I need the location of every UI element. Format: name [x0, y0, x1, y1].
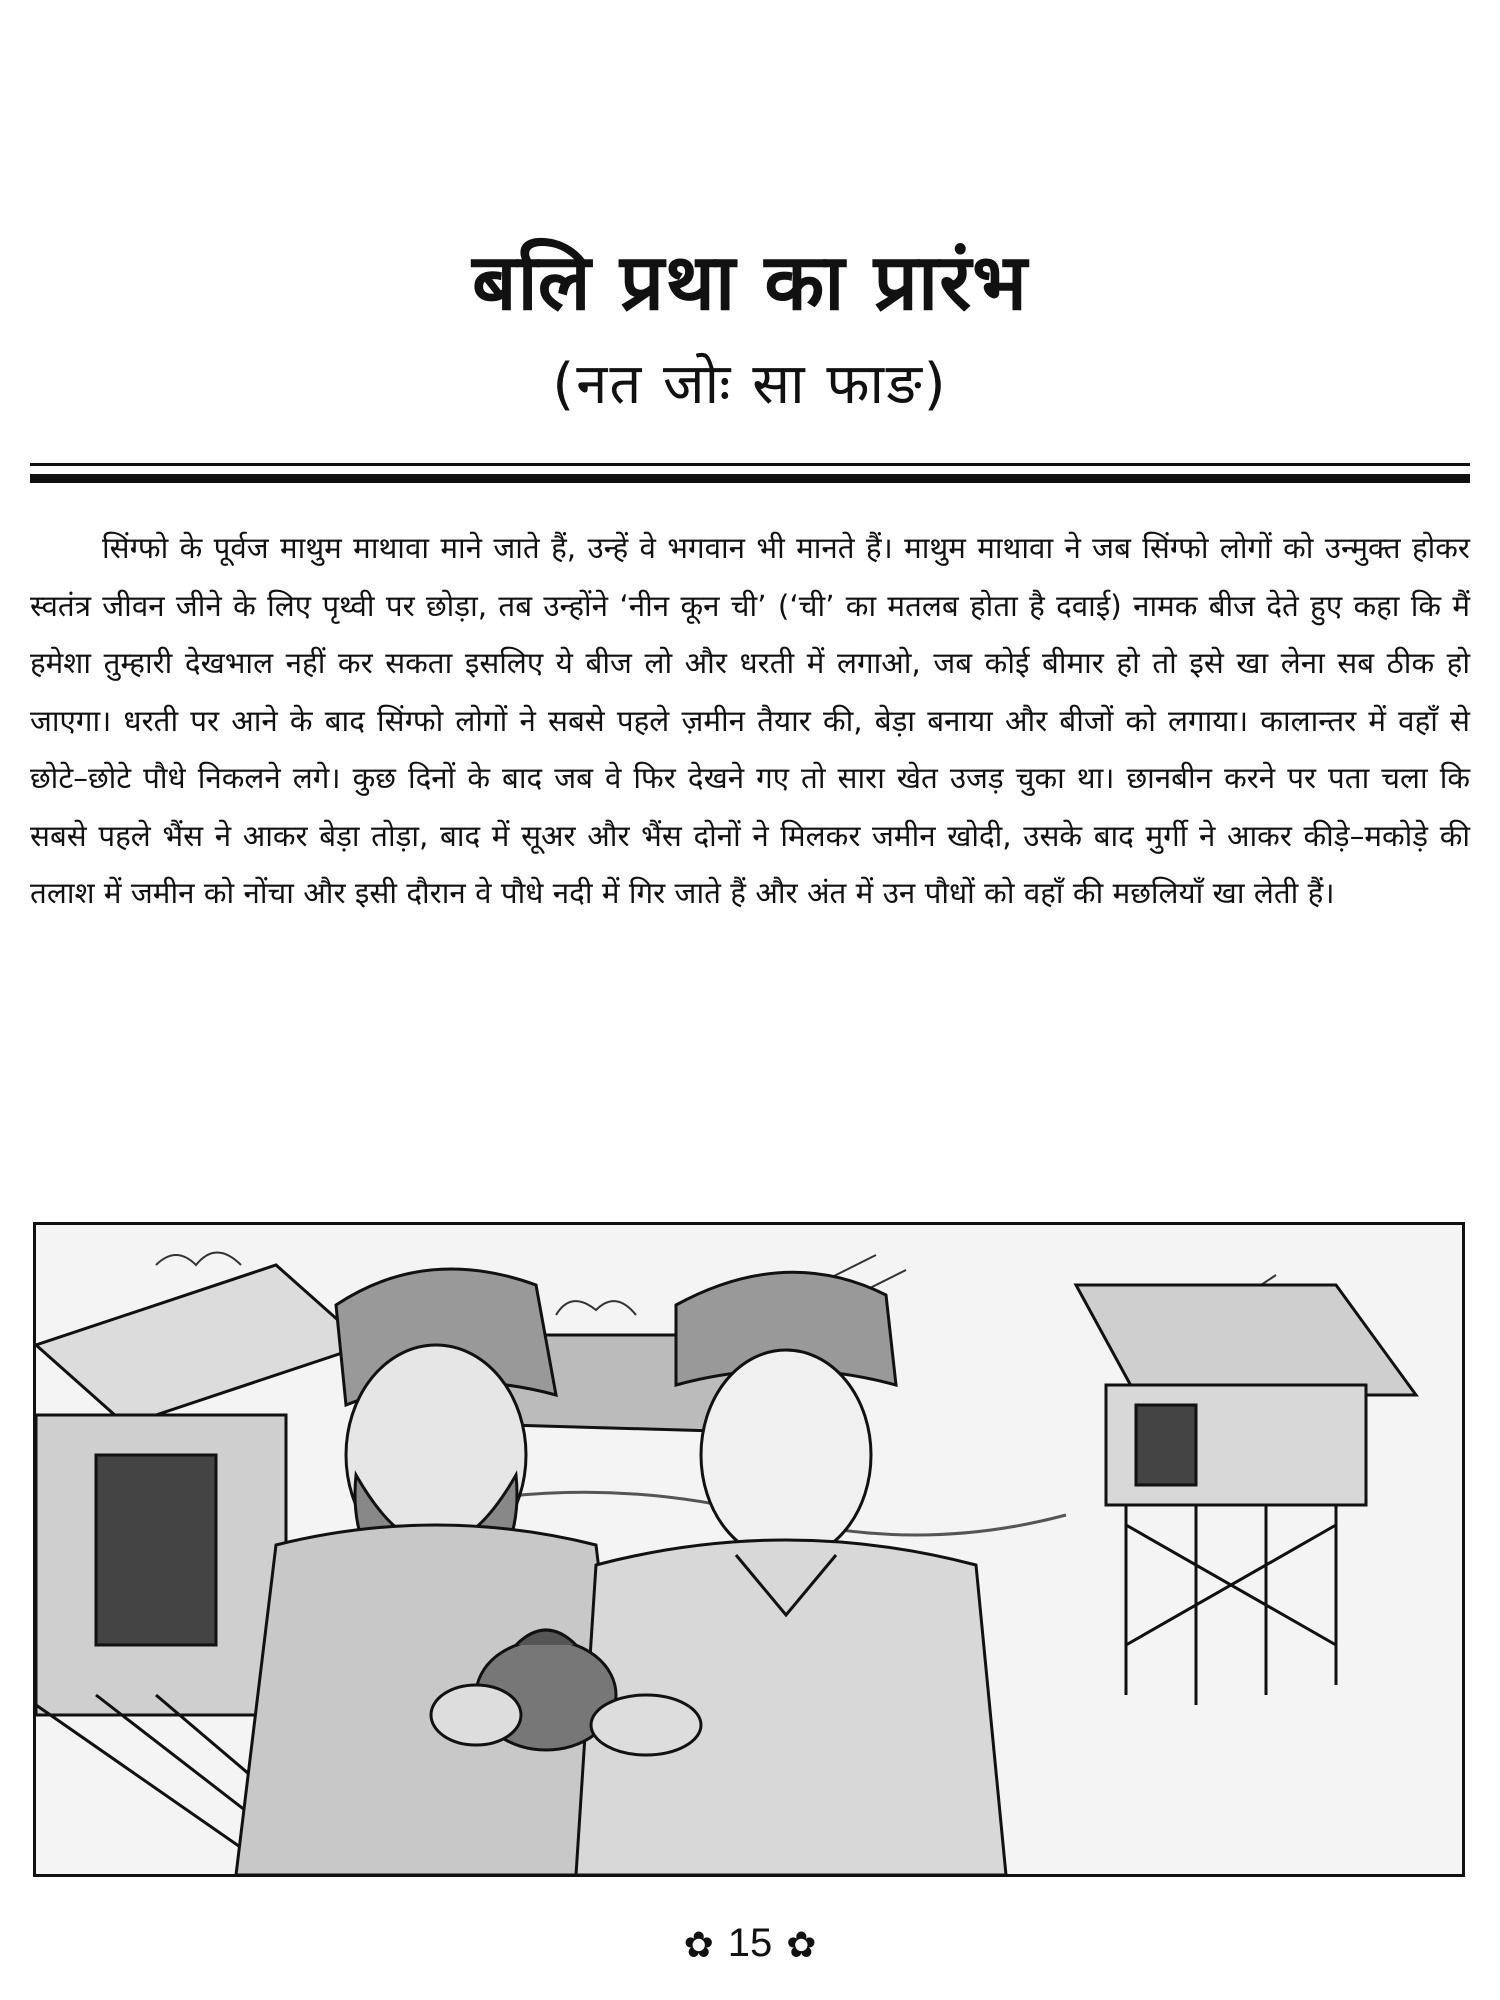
sketch-illustration-icon — [36, 1225, 1462, 1874]
flower-ornament-icon: ✿ — [683, 1924, 714, 1966]
page-subtitle: (नत जोः सा फाङ) — [552, 352, 948, 417]
page-footer — [0, 1918, 1500, 1970]
page-number: 15 — [727, 1921, 773, 1965]
story-paragraph: सिंग्फो के पूर्वज माथुम माथावा माने जाते हैं, उन्हें वे भगवान भी मानते हैं। माथुम माथावा ने जब सिंग्फो लोगों को उन्मुक्त होकर स्वतंत्र जीवन जीने के लिए पृथ्वी पर छोड़ा, तब उन्होंने ‘नीन कून ची’ (‘ची’ का मतलब होता है दवाई) नामक बीज देते हुए कहा कि मैं हमेशा तुम्हारी देखभाल नहीं कर सकता इसलिए ये बीज लो और धरती में लगाओ, जब कोई बीमार हो तो इसे खा लेना सब ठीक हो जाएगा। धरती पर आने के बाद सिंग्फो लोगों ने सबसे पहले ज़मीन तैयार की, बेड़ा बनाया और बीजों को लगाया। कालान्तर में वहाँ से छोटे–छोटे पौधे निकलने लगे। कुछ दिनों के बाद जब वे फिर देखने गए तो सारा खेत उजड़ चुका था। छानबीन करने पर पता चला कि सबसे पहले भैंस ने आकर बेड़ा तोड़ा, बाद में सूअर और भैंस दोनों ने मिलकर जमीन खोदी, उसके बाद मुर्गी ने आकर कीड़े–मकोड़े की तलाश में जमीन को नोंचा और इसी दौरान वे पौधे नदी में गिर जाते हैं और अंत में उन पौधों को वहाँ की मछलियाँ खा लेती हैं। — [30, 531, 1470, 910]
divider-thick — [30, 474, 1470, 483]
story-illustration — [33, 1222, 1465, 1877]
story-text — [30, 520, 1470, 923]
divider-thin — [30, 463, 1470, 466]
flower-ornament-icon: ✿ — [786, 1924, 817, 1966]
page-title: बलि प्रथा का प्रारंभ — [472, 238, 1028, 328]
